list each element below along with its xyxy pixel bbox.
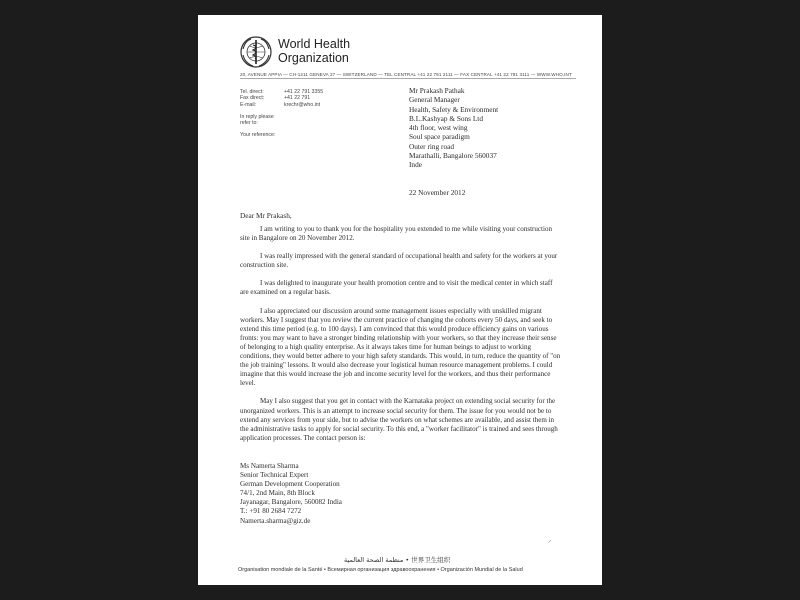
sender-meta bbox=[240, 89, 323, 139]
page-mark: ⸝ bbox=[548, 536, 552, 544]
letter-page bbox=[198, 15, 602, 585]
letter-body bbox=[240, 225, 562, 452]
body-paragraph: May I also suggest that you get in contact with the Karnataka project on extending social security for the unorganized workers. This is an attempt to increase social security for them. The issue for you would not be to extend any services from your side, but to advise the workers on what schemes are available, and assist them in the administrative tasks to apply for social security. To this end, a "worker facilitator" is trained and sees through application processes. The contact person is: bbox=[240, 397, 558, 442]
body-paragraph: I was really impressed with the general standard of occupational health and safety for the workers at your construction site. bbox=[240, 252, 558, 270]
contact-block bbox=[240, 462, 342, 526]
recipient-line: Marathalli, Bangalore 560037 bbox=[409, 151, 497, 161]
reply-label-2: refer to: bbox=[240, 120, 258, 127]
address-line: 20, AVENUE APPIA — CH-1211 GENEVA 27 — SWITZERLAND — TEL CENTRAL +41 22 791 2111 — FAX CENTRAL +41 22 791 3111 — WWW.WHO.INT bbox=[240, 72, 576, 79]
reply-label-1: In reply please bbox=[240, 113, 274, 120]
tel-label: Tel. direct: bbox=[240, 89, 264, 95]
recipient-line: Mr Prakash Pathak bbox=[409, 86, 465, 95]
footer-languages: Organisation mondiale de la Santé • Всемирная организация здравоохранения • Organización Mundial de la Salud bbox=[238, 567, 523, 573]
recipient-line: Health, Safety & Environment bbox=[409, 104, 499, 114]
body-paragraph: I also appreciated our discussion around some management issues especially with unskilled migrant workers. May I suggest that you review the current practice of changing the cohorts every 50 days, and seek to extend this time period (e.g. to 100 days). I am convinced that this would produce efficiency gains on various fronts: you may want to have a stronger binding relationship with your workers, so that they increase their sense of belonging to a high quality enterprise. As it always takes time for human beings to adjust to working conditions, they would better adhere to your high safety standards. This would, in turn, reduce the quantity of "on the job training" lessons. It would also decrease your logistical human resource management problems. I could imagine that this would increase the job and income security level for the workers, and thus their performance level. bbox=[240, 306, 561, 388]
recipient-line: Inde bbox=[409, 160, 422, 170]
contact-line: T.: +91 80 2684 7272 bbox=[240, 507, 302, 516]
contact-line: German Development Cooperation bbox=[240, 480, 340, 489]
contact-line: Jayanagar, Bangalore, 560082 India bbox=[240, 498, 342, 507]
letter-date: 22 November 2012 bbox=[409, 188, 466, 197]
recipient-line: Soul space paradigm bbox=[409, 132, 470, 142]
email-label: E-mail: bbox=[240, 101, 257, 108]
organization-name bbox=[278, 37, 350, 65]
recipient-line: Outer ring road bbox=[409, 141, 454, 151]
email-value: krechr@who.int bbox=[284, 101, 321, 108]
fax-label: Fax direct: bbox=[240, 95, 265, 102]
contact-line: Namerta.sharma@giz.de bbox=[240, 516, 311, 525]
org-name-line-2: Organization bbox=[278, 51, 349, 65]
fax-value: +41 22 791 bbox=[284, 95, 311, 102]
recipient-line: B.L.Kashyap & Sons Ltd bbox=[409, 113, 483, 123]
recipient-line: 4th floor, west wing bbox=[409, 123, 468, 133]
recipient-address bbox=[409, 86, 498, 170]
who-emblem-icon bbox=[239, 35, 273, 69]
org-name-line-1: World Health bbox=[278, 37, 351, 51]
contact-line: Ms Namerta Sharma bbox=[240, 462, 299, 470]
tel-value: +41 22 791 3355 bbox=[284, 89, 324, 95]
body-paragraph: I was delighted to inaugurate your health promotion centre and to visit the medical center in which staff are examined on a regular basis. bbox=[240, 279, 553, 297]
salutation: Dear Mr Prakash, bbox=[240, 211, 292, 220]
contact-line: 74/1, 2nd Main, 8th Block bbox=[240, 489, 315, 498]
footer-scripts: منظمة الصحة العالمية • 世界卫生组织 bbox=[344, 556, 451, 564]
contact-line: Senior Technical Expert bbox=[240, 471, 309, 480]
body-paragraph: I am writing to you to thank you for the hospitality you extended to me while visiting your construction site in Bangalore on 20 November 2012. bbox=[240, 225, 553, 243]
reference-label: Your reference: bbox=[240, 132, 276, 139]
recipient-line: General Manager bbox=[409, 95, 460, 105]
